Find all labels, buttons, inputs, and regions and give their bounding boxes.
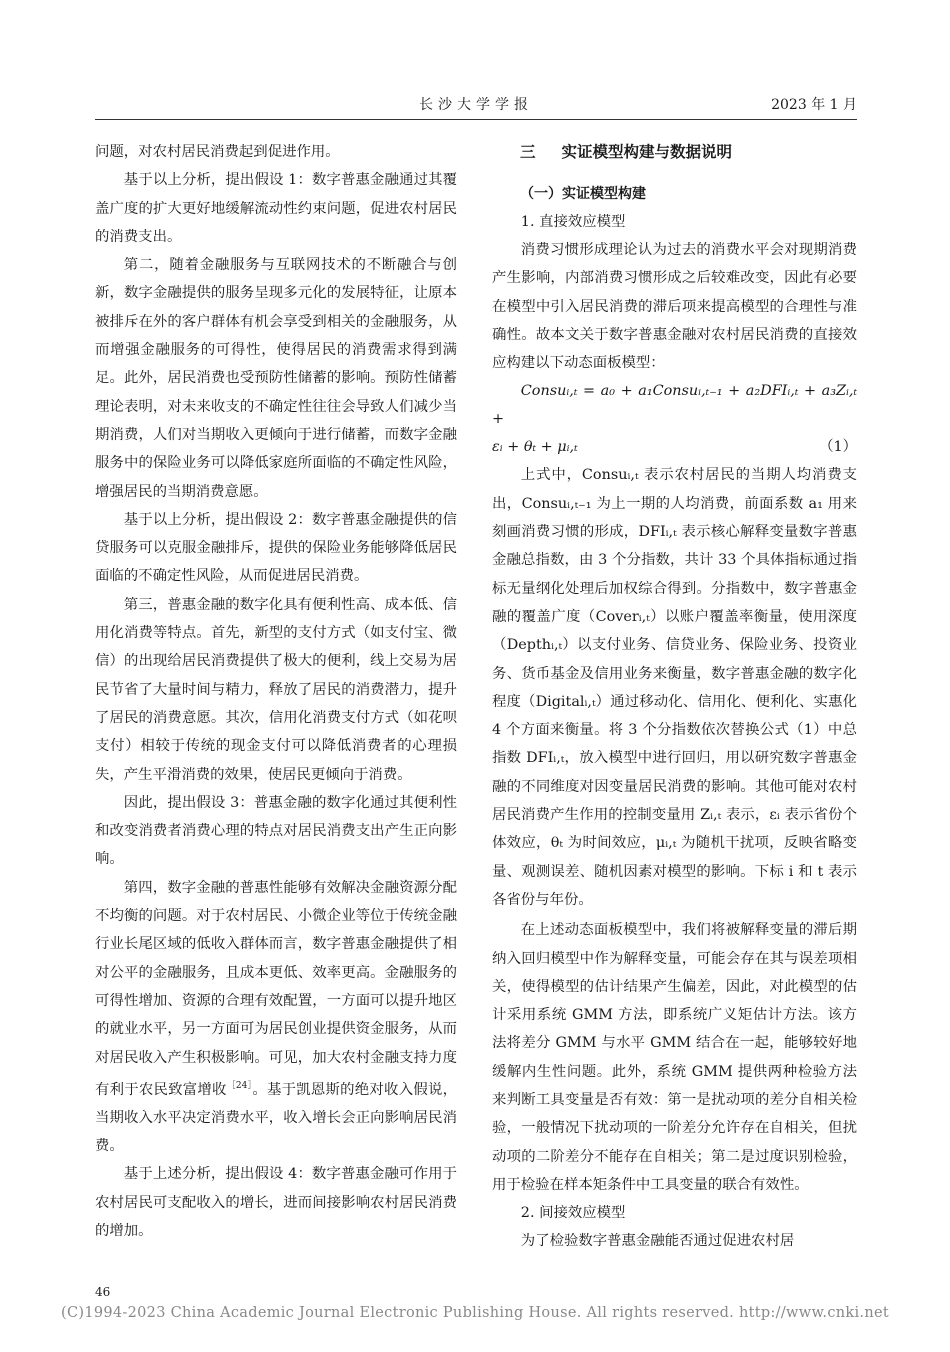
paragraph-text: 第四，数字金融的普惠性能够有效解决金融资源分配不均衡的问题。对于农村居民、小微企业等位于传统金融行业长尾区域的低收入群体而言，数字普惠金融提供了相对公平的金融服务，且成本更低、效率更高。金融服务的可得性增加、资源的合理有效配置，一方面可以提升地区的就业水平，另一方面可为居民创业提供资金服务，从而对居民收入产生积极影响。可见，加大农村金融支持力度有利于农民致富增收 bbox=[95, 879, 457, 1098]
paragraph: 消费习惯形成理论认为过去的消费水平会对现期消费产生影响，内部消费习惯形成之后较难改变，因此有必要在模型中引入居民消费的滞后项来提高模型的合理性与准确性。故本文关于数字普惠金融对农村居民消费的直接效应构建以下动态面板模型： bbox=[492, 242, 857, 372]
hypothesis-4: 基于上述分析，提出假设 4：数字普惠金融可作用于农村居民可支配收入的增长，进而间接影响农村居民消费的增加。 bbox=[95, 1166, 457, 1240]
section-number: 三 bbox=[520, 143, 536, 161]
copyright-footer: (C)1994-2023 China Academic Journal Electronic Publishing House. All rights reserved. http://www.cnki.net bbox=[61, 1305, 889, 1321]
equation-line-2 bbox=[492, 433, 857, 461]
page-number: 46 bbox=[95, 1285, 111, 1299]
paragraph: 第三，普惠金融的数字化具有便利性高、成本低、信用化消费等特点。首先，新型的支付方式（如支付宝、微信）的出现给居民消费提供了极大的便利，线上交易为居民节省了大量时间与精力，释放了居民的消费潜力，提升了居民的消费意愿。其次，信用化消费支付方式（如花呗支付）相较于传统的现金支付可以降低消费者的心理损失，产生平滑消费的效果，使居民更倾向于消费。 bbox=[95, 596, 457, 783]
paragraph: 第二，随着金融服务与互联网技术的不断融合与创新，数字金融提供的服务呈现多元化的发展特征，让原本被排斥在外的客户群体有机会享受到相关的金融服务，从而增强金融服务的可得性，使得居民的消费需求得到满足。此外，居民消费也受预防性储蓄的影响。预防性储蓄理论表明，对未来收支的不确定性往往会导致人们减少当期消费，人们对当期收入更倾向于进行储蓄，而数字金融服务中的保险业务可以降低家庭所面临的不确定性风险，增强居民的当期消费意愿。 bbox=[95, 257, 457, 500]
citation[interactable]: ［24］ bbox=[226, 1080, 253, 1091]
equation-number: （1） bbox=[819, 439, 857, 456]
hypothesis-2: 基于以上分析，提出假设 2：数字普惠金融提供的信贷服务可以克服金融排斥，提供的保险业务能够降低居民面临的不确定性风险，从而促进居民消费。 bbox=[95, 511, 457, 585]
subsection-heading: （一）实证模型构建 bbox=[520, 186, 646, 202]
hypothesis-1: 基于以上分析，提出假设 1：数字普惠金融通过其覆盖广度的扩大更好地缓解流动性约束问题，促进农村居民的消费支出。 bbox=[95, 172, 457, 245]
left-column bbox=[95, 138, 457, 1245]
subsubsection-heading: 2. 间接效应模型 bbox=[520, 1205, 626, 1222]
paragraph-text: 。基于凯恩斯的绝对收入假说，当期收入水平决定消费水平，收入增长会正向影响居民消费。 bbox=[95, 1081, 457, 1155]
journal-name: 长沙大学学报 bbox=[419, 97, 533, 113]
equation-line-1: Consuᵢ,ₜ = a₀ + a₁Consuᵢ,ₜ₋₁ + a₂DFIᵢ,ₜ + a₃Zᵢ,ₜ + bbox=[492, 383, 857, 428]
right-column bbox=[492, 138, 857, 1256]
equation-text: εᵢ + θₜ + μᵢ,ₜ bbox=[492, 439, 578, 456]
hypothesis-3: 因此，提出假设 3：普惠金融的数字化通过其便利性和改变消费者消费心理的特点对居民消费支出产生正向影响。 bbox=[95, 794, 457, 868]
paragraph bbox=[95, 874, 457, 1161]
section-heading bbox=[492, 138, 857, 166]
issue-date: 2023 年 1 月 bbox=[771, 97, 857, 113]
header-rule bbox=[95, 119, 857, 120]
subsubsection-heading: 1. 直接效应模型 bbox=[520, 214, 626, 230]
paragraph: 为了检验数字普惠金融能否通过促进农村居 bbox=[520, 1233, 795, 1250]
paragraph: 在上述动态面板模型中，我们将被解释变量的滞后期纳入回归模型中作为解释变量，可能会存在其与误差项相关，使得模型的估计结果产生偏差，因此，对此模型的估计采用系统 GMM 方法，即系统广义矩估计方法。该方法将差分 GMM 与水平 GMM 结合在一起，能够较好地缓解内生性问题。此外，系统 GMM 提供两种检验方法来判断工具变量是否有效：第一是扰动项的差分自相关检验，一般情况下扰动项的一阶差分允许存在自相关，但扰动项的二阶差分不能存在自相关；第二是过度识别检验，用于检验在样本矩条件中工具变量的联合有效性。 bbox=[492, 922, 857, 1193]
paragraph: 上式中，Consuᵢ,ₜ 表示农村居民的当期人均消费支出，Consuᵢ,ₜ₋₁ 为上一期的人均消费，前面系数 a₁ 用来刻画消费习惯的形成，DFIᵢ,ₜ 表示核心解释变量数字普惠金融总指数，由 3 个分指数，共计 33 个具体指标通过指标无量纲化处理后加权综合得到。分指数中，数字普惠金融的覆盖广度（Coverᵢ,ₜ）以账户覆盖率衡量，使用深度（Depthᵢ,ₜ）以支付业务、信贷业务、保险业务、投资业务、货币基金及信用业务来衡量，数字普惠金融的数字化程度（Digitalᵢ,ₜ）通过移动化、信用化、便利化、实惠化 4 个方面来衡量。将 3 个分指数依次替换公式（1）中总指数 DFIᵢ,ₜ，放入模型中进行回归，用以研究数字普惠金融的不同维度对因变量居民消费的影响。其他可能对农村居民消费产生作用的控制变量用 Zᵢ,ₜ 表示，εᵢ 表示省份个体效应，θₜ 为时间效应，μᵢ,ₜ 为随机干扰项，反映省略变量、观测误差、随机因素对模型的影响。下标 i 和 t 表示各省份与年份。 bbox=[492, 467, 857, 908]
running-header bbox=[95, 92, 857, 116]
paragraph: 问题，对农村居民消费起到促进作用。 bbox=[95, 144, 340, 160]
section-title: 实证模型构建与数据说明 bbox=[561, 143, 733, 161]
